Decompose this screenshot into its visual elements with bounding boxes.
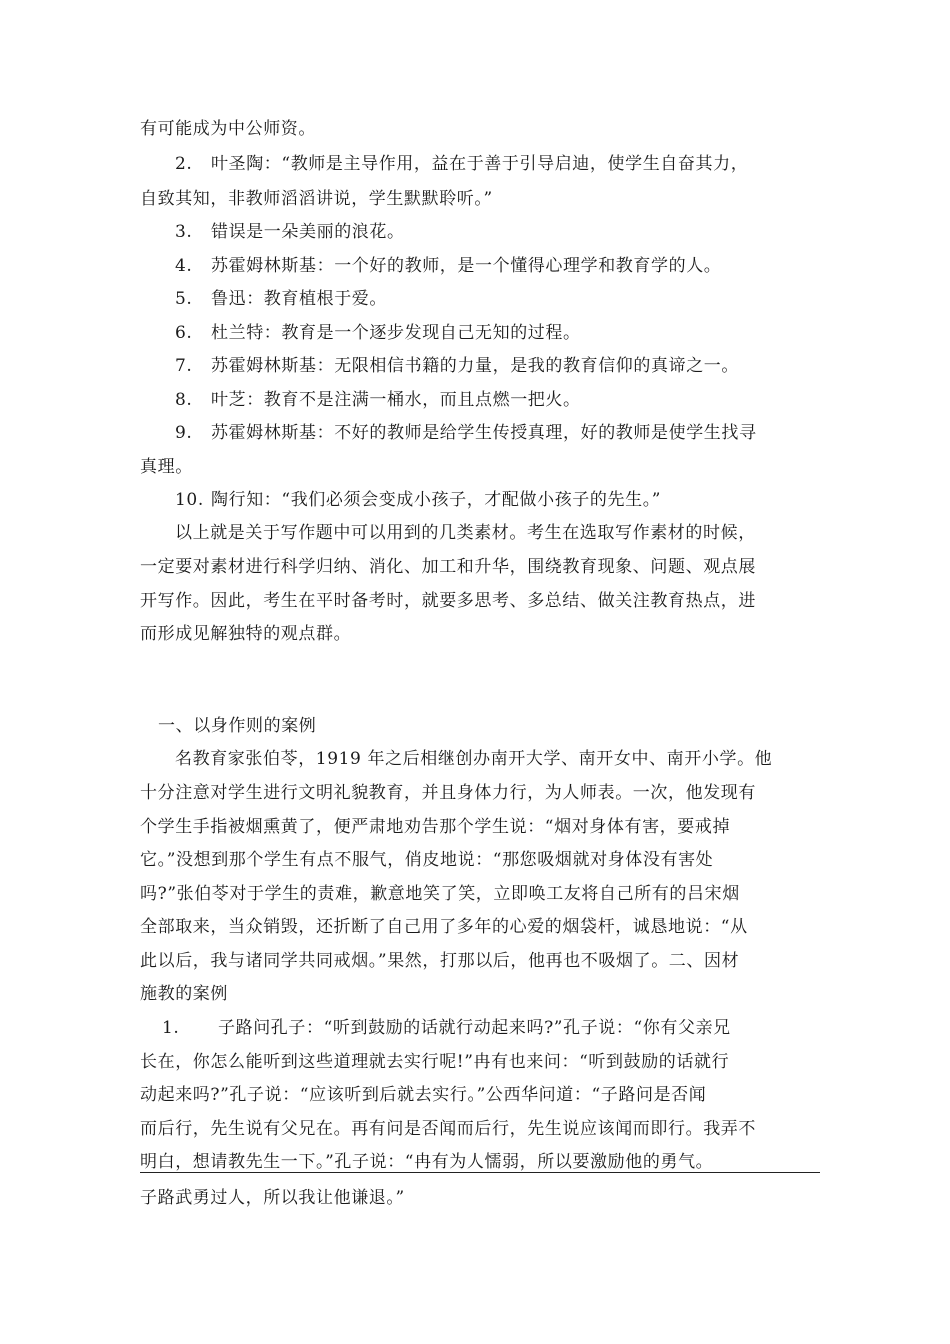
item-text: 苏霍姆林斯基：一个好的教师，是一个懂得心理学和教育学的人。 — [211, 256, 722, 276]
item-text: 苏霍姆林斯基：不好的教师是给学生传授真理，好的教师是使学生找寻 — [211, 423, 757, 443]
case-paragraph-line: 施教的案例 — [140, 984, 228, 1004]
item-number: 5. — [175, 289, 193, 309]
text-line: 真理。 — [140, 457, 193, 477]
summary-paragraph-line: 而形成见解独特的观点群。 — [140, 624, 352, 644]
horizontal-rule — [140, 1172, 820, 1173]
text-line: 自致其知，非教师滔滔讲说，学生默默聆听。” — [140, 189, 493, 209]
item-text: 叶芝：教育不是注满一桶水，而且点燃一把火。 — [211, 390, 581, 410]
quote-item — [175, 421, 825, 445]
case-paragraph-line: 明白，想请教先生一下。”孔子说：“冉有为人懦弱，所以要激励他的勇气。 — [140, 1152, 714, 1172]
quote-item — [175, 388, 825, 412]
text-line: 有可能成为中公师资。 — [140, 119, 316, 139]
item-number: 7. — [175, 356, 193, 376]
case-paragraph-line: 而后行，先生说有父兄在。再有问是否闻而后行，先生说应该闻而即行。我弄不 — [140, 1119, 756, 1139]
case-paragraph-line: 此以后，我与诸同学共同戒烟。”果然，打那以后，他再也不吸烟了。二、因材 — [140, 951, 740, 971]
case-paragraph-line: 动起来吗?”孔子说：“应该听到后就去实行。”公西华问道：“子路问是否闻 — [140, 1085, 707, 1105]
case-paragraph-line: 个学生手指被烟熏黄了，便严肃地劝告那个学生说：“烟对身体有害，要戒掉 — [140, 817, 731, 837]
item-number: 2. — [175, 154, 193, 174]
item-text: 陶行知：“我们必须会变成小孩子，才配做小孩子的先生。” — [211, 490, 662, 510]
item-number: 3. — [175, 222, 193, 242]
quote-item — [175, 254, 825, 278]
item-number: 4. — [175, 256, 193, 276]
quote-item — [175, 220, 825, 244]
summary-paragraph-line: 以上就是关于写作题中可以用到的几类素材。考生在选取写作素材的时候， — [175, 523, 756, 543]
item-number: 10. — [175, 490, 204, 510]
case-paragraph-line: 十分注意对学生进行文明礼貌教育，并且身体力行，为人师表。一次，他发现有 — [140, 783, 756, 803]
summary-paragraph-line: 一定要对素材进行科学归纳、消化、加工和升华，围绕教育现象、问题、观点展 — [140, 557, 756, 577]
section-heading: 一、以身作则的案例 — [158, 716, 317, 736]
item-text: 子路问孔子：“听到鼓励的话就行动起来吗?”孔子说：“你有父亲兄 — [218, 1018, 731, 1038]
item-text: 叶圣陶：“教师是主导作用，益在于善于引导启迪，使学生自奋其力， — [211, 154, 749, 174]
case-paragraph-line: 名教育家张伯苓，1919 年之后相继创办南开大学、南开女中、南开小学。他 — [175, 749, 773, 769]
item-text: 苏霍姆林斯基：无限相信书籍的力量，是我的教育信仰的真谛之一。 — [211, 356, 739, 376]
quote-item — [175, 354, 825, 378]
quote-item — [175, 488, 825, 512]
case-paragraph-line: 吗?”张伯苓对于学生的责难，歉意地笑了笑，立即唤工友将自己所有的吕宋烟 — [140, 884, 740, 904]
item-number: 1. — [162, 1018, 180, 1038]
case-paragraph-line: 全部取来，当众销毁，还折断了自己用了多年的心爱的烟袋杆，诚恳地说：“从 — [140, 917, 748, 937]
quote-item — [175, 321, 825, 345]
case-paragraph-line: 它。”没想到那个学生有点不服气，俏皮地说：“那您吸烟就对身体没有害处 — [140, 850, 714, 870]
quote-item — [175, 152, 825, 176]
quote-item — [175, 287, 825, 311]
item-number: 6. — [175, 323, 193, 343]
item-number: 8. — [175, 390, 193, 410]
item-text: 鲁迅：教育植根于爱。 — [211, 289, 387, 309]
item-text: 错误是一朵美丽的浪花。 — [211, 222, 405, 242]
case-paragraph-line: 长在，你怎么能听到这些道理就去实行呢!”冉有也来问：“听到鼓励的话就行 — [140, 1052, 730, 1072]
item-number: 9. — [175, 423, 193, 443]
item-text: 杜兰特：教育是一个逐步发现自己无知的过程。 — [211, 323, 581, 343]
case-paragraph-line: 子路武勇过人，所以我让他谦退。” — [140, 1188, 405, 1208]
case-item — [162, 1016, 824, 1040]
summary-paragraph-line: 开写作。因此，考生在平时备考时，就要多思考、多总结、做关注教育热点，进 — [140, 591, 756, 611]
